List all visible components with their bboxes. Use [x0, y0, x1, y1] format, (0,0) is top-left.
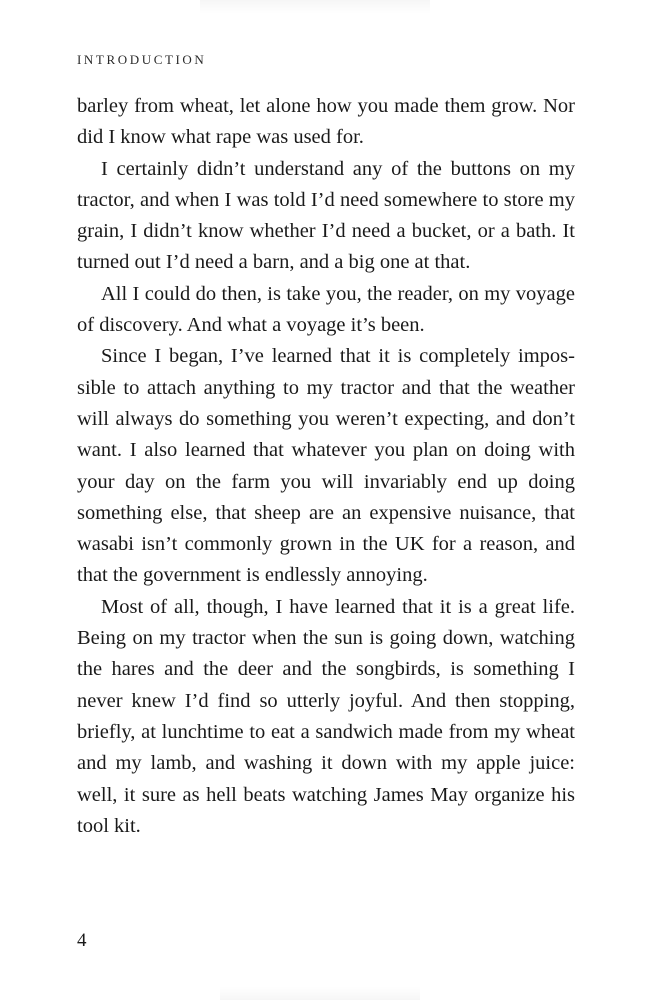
page-edge-shadow-bottom	[220, 986, 420, 1000]
page-edge-shadow-top	[200, 0, 430, 14]
paragraph: I certainly didn’t understand any of the buttons on my tractor, and when I was told I’d need somewhere to store my grain, I didn’t know whether I’d need a bucket, or a bath. It turned out I’d need a barn, and a big one at that.	[77, 157, 575, 274]
paragraph: All I could do then, is take you, the reader, on my voyage of discovery. And what a voyage it’s been.	[77, 282, 575, 337]
running-head: INTRODUCTION	[77, 52, 207, 67]
paragraph: Most of all, though, I have learned that it is a great life. Being on my tractor when the sun is going down, watching the hares and the deer and the songbirds, is something I never knew I’d find so utterly joyful. And then stopping, briefly, at lunchtime to eat a sandwich made from my wheat and my lamb, and washing it down with my apple juice: well, it sure as hell beats watching James May organize his tool kit.	[77, 595, 575, 837]
body-text	[77, 91, 575, 842]
paragraph-continued: barley from wheat, let alone how you made them grow. Nor did I know what rape was used for.	[77, 95, 575, 149]
page-number: 4	[77, 930, 87, 951]
paragraph: Since I began, I’ve learned that it is completely impossible to attach anything to my tractor and that the weather will always do something you weren’t expecting, and don’t want. I also learned that whatever you plan on doing with your day on the farm you will invariably end up doing something else, that sheep are an expensive nuisance, that wasabi isn’t commonly grown in the UK for a reason, and that the government is endlessly annoying.	[77, 345, 575, 587]
